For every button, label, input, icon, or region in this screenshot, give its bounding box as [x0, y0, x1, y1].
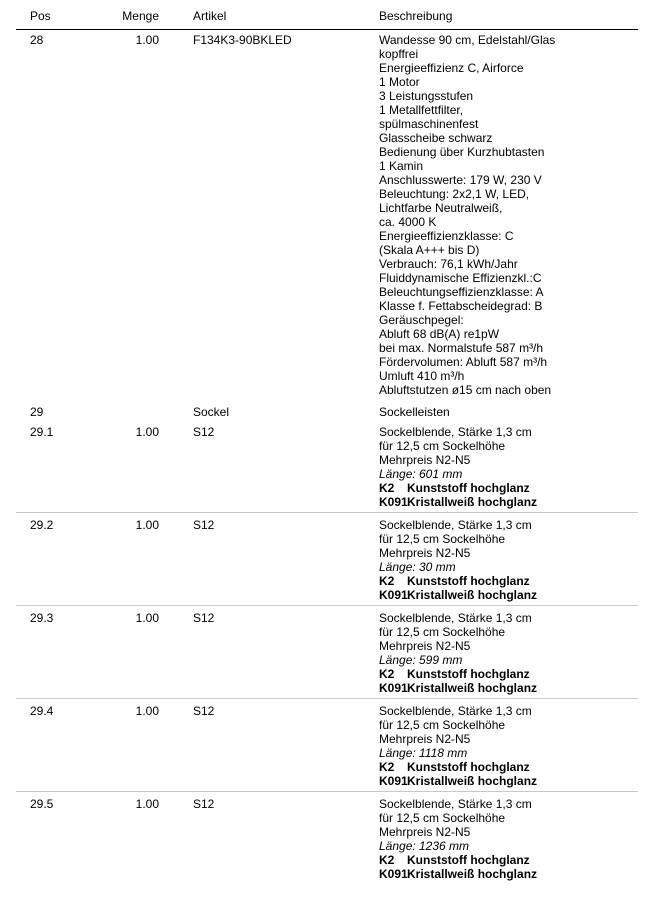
description-line: 1 Kamin	[379, 159, 424, 173]
material-line	[379, 574, 629, 588]
row-menge: 1.00	[135, 704, 159, 718]
material-line	[379, 853, 629, 867]
description-line: 1 Metallfettfilter,	[379, 103, 464, 117]
description-line: Mehrpreis N2-N5	[379, 639, 471, 653]
material-line	[379, 481, 629, 495]
description-line: Lichtfarbe Neutralweiß,	[379, 201, 503, 215]
material-code: K2	[379, 667, 395, 681]
row-pos: 29.3	[30, 611, 54, 625]
length-value: 599 mm	[419, 653, 463, 667]
header-artikel: Artikel	[193, 9, 227, 23]
row-pos: 29.4	[30, 704, 54, 718]
length-line	[379, 653, 629, 667]
length-line	[379, 839, 629, 853]
material-code: K091	[379, 495, 408, 509]
description-line: Energieeffizienzklasse: C	[379, 229, 514, 243]
description-line: Mehrpreis N2-N5	[379, 825, 471, 839]
description-line: Sockelleisten	[379, 405, 450, 419]
material-text: Kristallweiß hochglanz	[407, 495, 538, 509]
description-line: Verbrauch: 76,1 kWh/Jahr	[379, 257, 518, 271]
description-line: bei max. Normalstufe 587 m³/h	[379, 341, 544, 355]
description-line: für 12,5 cm Sockelhöhe	[379, 625, 506, 639]
description-line: Beleuchtung: 2x2,1 W, LED,	[379, 187, 530, 201]
header-pos: Pos	[30, 9, 51, 23]
row-pos: 28	[30, 33, 44, 47]
material-text: Kristallweiß hochglanz	[407, 774, 538, 788]
length-label: Länge:	[379, 467, 416, 481]
row-divider	[16, 791, 638, 792]
header-menge: Menge	[122, 9, 159, 23]
row-beschreibung	[379, 425, 629, 509]
length-line	[379, 467, 629, 481]
description-line: für 12,5 cm Sockelhöhe	[379, 439, 506, 453]
length-label: Länge:	[379, 560, 416, 574]
material-code: K2	[379, 760, 395, 774]
material-code: K091	[379, 588, 408, 602]
material-text: Kunststoff hochglanz	[407, 574, 530, 588]
material-line	[379, 667, 629, 681]
material-text: Kunststoff hochglanz	[407, 760, 530, 774]
length-value: 30 mm	[419, 560, 456, 574]
material-line	[379, 760, 629, 774]
material-line	[379, 774, 629, 788]
description-line: Abluft 68 dB(A) re1pW	[379, 327, 500, 341]
length-line	[379, 560, 629, 574]
description-line: Sockelblende, Stärke 1,3 cm	[379, 797, 532, 811]
material-code: K2	[379, 853, 395, 867]
description-line: für 12,5 cm Sockelhöhe	[379, 532, 506, 546]
row-menge: 1.00	[135, 611, 159, 625]
material-text: Kunststoff hochglanz	[407, 481, 530, 495]
description-line: Fluiddynamische Effizienzkl.:C	[379, 271, 542, 285]
material-code: K091	[379, 867, 408, 881]
description-line: Umluft 410 m³/h	[379, 369, 465, 383]
material-text: Kristallweiß hochglanz	[407, 867, 538, 881]
material-line	[379, 588, 629, 602]
row-beschreibung	[379, 405, 629, 419]
description-line: 1 Motor	[379, 75, 420, 89]
row-artikel: F134K3-90BKLED	[193, 33, 292, 47]
length-label: Länge:	[379, 746, 416, 760]
row-artikel: S12	[193, 518, 215, 532]
length-value: 1236 mm	[419, 839, 470, 853]
description-line: Fördervolumen: Abluft 587 m³/h	[379, 355, 548, 369]
description-line: Sockelblende, Stärke 1,3 cm	[379, 704, 532, 718]
length-value: 1118 mm	[419, 746, 468, 760]
description-line: ca. 4000 K	[379, 215, 437, 229]
description-line: Sockelblende, Stärke 1,3 cm	[379, 611, 532, 625]
description-line: Mehrpreis N2-N5	[379, 546, 471, 560]
row-menge: 1.00	[135, 518, 159, 532]
description-line: für 12,5 cm Sockelhöhe	[379, 718, 506, 732]
description-line: Abluftstutzen ø15 cm nach oben	[379, 383, 552, 397]
description-line: 3 Leistungsstufen	[379, 89, 474, 103]
description-line: spülmaschinenfest	[379, 117, 479, 131]
description-line: Geräuschpegel:	[379, 313, 464, 327]
row-menge: 1.00	[135, 425, 159, 439]
row-pos: 29	[30, 405, 44, 419]
row-pos: 29.1	[30, 425, 54, 439]
description-line: Energieeffizienz C, Airforce	[379, 61, 524, 75]
material-line	[379, 495, 629, 509]
material-text: Kunststoff hochglanz	[407, 853, 530, 867]
material-code: K2	[379, 481, 395, 495]
row-menge: 1.00	[135, 33, 159, 47]
material-text: Kristallweiß hochglanz	[407, 588, 538, 602]
material-code: K091	[379, 774, 408, 788]
description-line: für 12,5 cm Sockelhöhe	[379, 811, 506, 825]
material-text: Kristallweiß hochglanz	[407, 681, 538, 695]
description-line: Wandesse 90 cm, Edelstahl/Glas	[379, 33, 556, 47]
row-artikel: S12	[193, 797, 215, 811]
description-line: kopffrei	[379, 47, 419, 61]
row-artikel: Sockel	[193, 405, 230, 419]
description-line: Mehrpreis N2-N5	[379, 453, 471, 467]
row-beschreibung	[379, 797, 629, 881]
material-text: Kunststoff hochglanz	[407, 667, 530, 681]
row-pos: 29.2	[30, 518, 54, 532]
row-artikel: S12	[193, 425, 215, 439]
description-line: (Skala A+++ bis D)	[379, 243, 480, 257]
material-code: K2	[379, 574, 395, 588]
material-line	[379, 867, 629, 881]
table-header	[0, 9, 650, 29]
row-artikel: S12	[193, 704, 215, 718]
row-divider	[16, 512, 638, 513]
length-value: 601 mm	[419, 467, 463, 481]
row-beschreibung	[379, 704, 629, 788]
description-line: Mehrpreis N2-N5	[379, 732, 471, 746]
header-beschreibung: Beschreibung	[379, 9, 453, 23]
description-line: Beleuchtungseffizienzklasse: A	[379, 285, 544, 299]
description-line: Sockelblende, Stärke 1,3 cm	[379, 518, 532, 532]
row-divider	[16, 605, 638, 606]
length-label: Länge:	[379, 839, 416, 853]
description-line: Klasse f. Fettabscheidegrad: B	[379, 299, 543, 313]
length-line	[379, 746, 629, 760]
length-label: Länge:	[379, 653, 416, 667]
row-artikel: S12	[193, 611, 215, 625]
row-menge: 1.00	[135, 797, 159, 811]
description-line: Sockelblende, Stärke 1,3 cm	[379, 425, 532, 439]
row-beschreibung	[379, 518, 629, 602]
row-pos: 29.5	[30, 797, 54, 811]
row-beschreibung	[379, 611, 629, 695]
description-line: Anschlusswerte: 179 W, 230 V	[379, 173, 542, 187]
header-divider	[16, 29, 638, 30]
description-line: Bedienung über Kurzhubtasten	[379, 145, 545, 159]
row-beschreibung	[379, 33, 629, 397]
description-line: Glasscheibe schwarz	[379, 131, 493, 145]
row-divider	[16, 698, 638, 699]
material-line	[379, 681, 629, 695]
material-code: K091	[379, 681, 408, 695]
